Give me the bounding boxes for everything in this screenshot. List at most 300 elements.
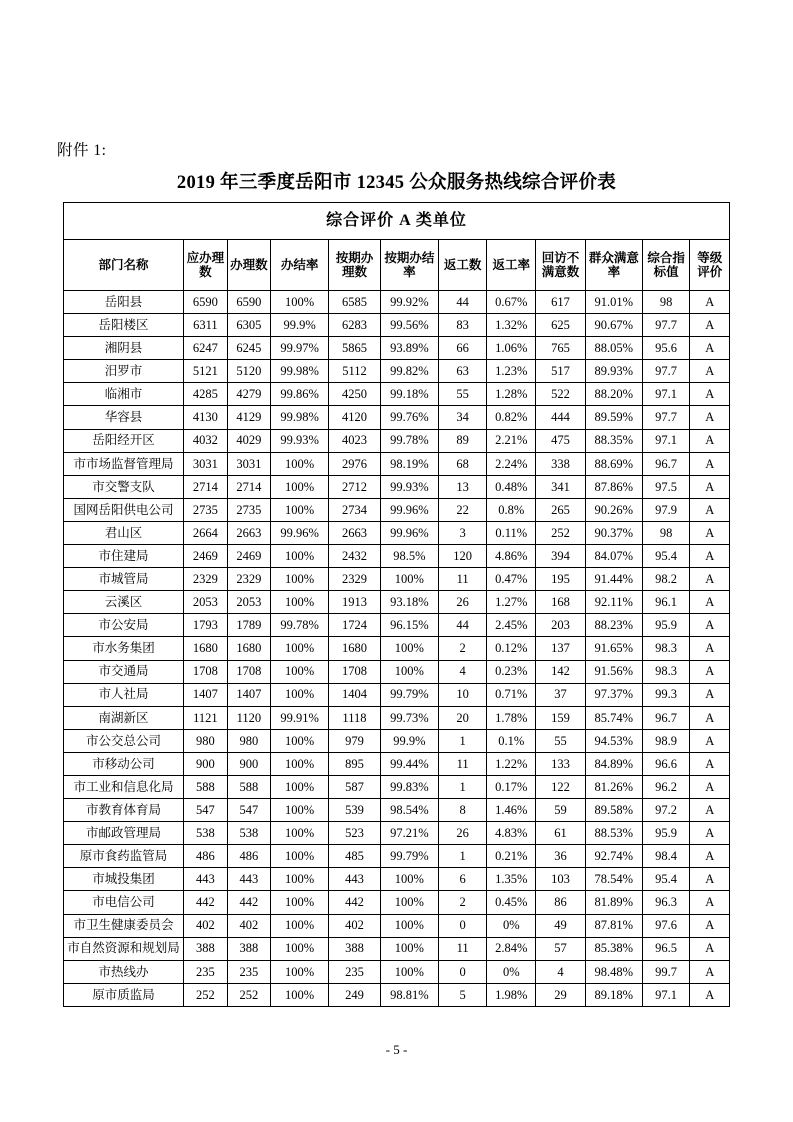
- table-cell: 4285: [184, 383, 227, 406]
- table-cell: 0.21%: [487, 845, 536, 868]
- table-cell: 89.58%: [585, 799, 642, 822]
- table-cell: 1: [438, 845, 487, 868]
- table-cell: 442: [329, 891, 381, 914]
- table-cell: 10: [438, 683, 487, 706]
- table-cell: A: [690, 752, 730, 775]
- table-cell: 100%: [271, 914, 329, 937]
- table-cell: 6585: [329, 291, 381, 314]
- table-cell: 1.98%: [487, 983, 536, 1006]
- table-cell: 4: [536, 960, 586, 983]
- table-cell: 1789: [227, 614, 270, 637]
- department-name-cell: 市交警支队: [64, 475, 184, 498]
- table-cell: 97.7: [642, 406, 690, 429]
- table-cell: 85.74%: [585, 706, 642, 729]
- table-cell: A: [690, 383, 730, 406]
- table-cell: 1407: [227, 683, 270, 706]
- table-cell: 137: [536, 637, 586, 660]
- table-cell: 99.73%: [380, 706, 438, 729]
- table-row: [64, 822, 730, 845]
- table-cell: 57: [536, 937, 586, 960]
- table-row: [64, 845, 730, 868]
- department-name-cell: 市工业和信息化局: [64, 775, 184, 798]
- evaluation-table-container: [63, 202, 730, 1007]
- table-cell: 5121: [184, 360, 227, 383]
- table-cell: 1121: [184, 706, 227, 729]
- table-cell: 517: [536, 360, 586, 383]
- table-cell: 97.2: [642, 799, 690, 822]
- department-name-cell: 市教育体育局: [64, 799, 184, 822]
- table-cell: 2.45%: [487, 614, 536, 637]
- table-cell: 388: [184, 937, 227, 960]
- table-cell: 44: [438, 614, 487, 637]
- table-row: [64, 406, 730, 429]
- table-cell: 338: [536, 452, 586, 475]
- department-name-cell: 市交通局: [64, 660, 184, 683]
- table-cell: A: [690, 799, 730, 822]
- table-cell: 1793: [184, 614, 227, 637]
- table-cell: 6: [438, 868, 487, 891]
- table-cell: A: [690, 775, 730, 798]
- table-cell: 93.89%: [380, 337, 438, 360]
- column-header: 群众满意率: [585, 240, 642, 291]
- department-name-cell: 市水务集团: [64, 637, 184, 660]
- table-cell: 2053: [184, 591, 227, 614]
- department-name-cell: 国网岳阳供电公司: [64, 498, 184, 521]
- table-cell: 2714: [184, 475, 227, 498]
- table-cell: 402: [184, 914, 227, 937]
- table-cell: 1724: [329, 614, 381, 637]
- department-name-cell: 市移动公司: [64, 752, 184, 775]
- table-cell: 91.56%: [585, 660, 642, 683]
- table-cell: 895: [329, 752, 381, 775]
- table-cell: 587: [329, 775, 381, 798]
- table-row: [64, 729, 730, 752]
- table-cell: 444: [536, 406, 586, 429]
- table-cell: 617: [536, 291, 586, 314]
- table-cell: 96.5: [642, 937, 690, 960]
- table-cell: A: [690, 591, 730, 614]
- table-cell: 84.89%: [585, 752, 642, 775]
- table-row: [64, 614, 730, 637]
- table-cell: A: [690, 660, 730, 683]
- table-cell: 0.23%: [487, 660, 536, 683]
- table-cell: 100%: [271, 822, 329, 845]
- table-cell: 100%: [380, 568, 438, 591]
- table-row: [64, 452, 730, 475]
- table-cell: 103: [536, 868, 586, 891]
- table-cell: 402: [227, 914, 270, 937]
- table-cell: 765: [536, 337, 586, 360]
- table-cell: 1.27%: [487, 591, 536, 614]
- table-cell: 100%: [380, 914, 438, 937]
- table-cell: 90.37%: [585, 521, 642, 544]
- table-cell: 59: [536, 799, 586, 822]
- department-name-cell: 市邮政管理局: [64, 822, 184, 845]
- table-cell: 625: [536, 314, 586, 337]
- table-cell: 2469: [184, 545, 227, 568]
- table-cell: 0: [438, 960, 487, 983]
- table-cell: 0: [438, 914, 487, 937]
- table-cell: 2.21%: [487, 429, 536, 452]
- table-cell: 13: [438, 475, 487, 498]
- table-cell: 2714: [227, 475, 270, 498]
- table-cell: 61: [536, 822, 586, 845]
- table-cell: 100%: [271, 729, 329, 752]
- table-cell: 26: [438, 591, 487, 614]
- table-cell: 980: [227, 729, 270, 752]
- table-cell: 442: [184, 891, 227, 914]
- table-cell: A: [690, 291, 730, 314]
- table-cell: 96.3: [642, 891, 690, 914]
- table-cell: 92.11%: [585, 591, 642, 614]
- table-cell: 100%: [271, 291, 329, 314]
- department-name-cell: 岳阳县: [64, 291, 184, 314]
- table-cell: 900: [227, 752, 270, 775]
- column-header: 返工数: [438, 240, 487, 291]
- table-cell: 4279: [227, 383, 270, 406]
- table-cell: 99.44%: [380, 752, 438, 775]
- table-cell: 34: [438, 406, 487, 429]
- table-row: [64, 591, 730, 614]
- table-row: [64, 752, 730, 775]
- evaluation-table: [63, 202, 730, 1007]
- table-cell: 4032: [184, 429, 227, 452]
- table-cell: 97.7: [642, 360, 690, 383]
- table-cell: 394: [536, 545, 586, 568]
- table-cell: 0.17%: [487, 775, 536, 798]
- table-cell: 97.9: [642, 498, 690, 521]
- table-cell: 68: [438, 452, 487, 475]
- department-name-cell: 市城投集团: [64, 868, 184, 891]
- table-cell: 1680: [184, 637, 227, 660]
- table-cell: 1120: [227, 706, 270, 729]
- column-header: 按期办结率: [380, 240, 438, 291]
- table-row: [64, 475, 730, 498]
- table-cell: 1708: [227, 660, 270, 683]
- table-cell: 86: [536, 891, 586, 914]
- table-cell: 100%: [271, 452, 329, 475]
- department-name-cell: 岳阳楼区: [64, 314, 184, 337]
- table-cell: 341: [536, 475, 586, 498]
- table-cell: 99.76%: [380, 406, 438, 429]
- attachment-label: 附件 1:: [57, 142, 107, 159]
- table-cell: A: [690, 914, 730, 937]
- table-cell: 2976: [329, 452, 381, 475]
- table-cell: A: [690, 429, 730, 452]
- column-header: 应办理数: [184, 240, 227, 291]
- table-row: [64, 960, 730, 983]
- department-name-cell: 市公交总公司: [64, 729, 184, 752]
- department-name-cell: 市公安局: [64, 614, 184, 637]
- table-cell: 4.83%: [487, 822, 536, 845]
- table-cell: 388: [227, 937, 270, 960]
- table-cell: 95.4: [642, 868, 690, 891]
- table-cell: 99.82%: [380, 360, 438, 383]
- table-cell: 252: [536, 521, 586, 544]
- table-row: [64, 383, 730, 406]
- table-cell: A: [690, 406, 730, 429]
- table-cell: 3031: [227, 452, 270, 475]
- table-cell: 2053: [227, 591, 270, 614]
- table-cell: 95.9: [642, 822, 690, 845]
- table-cell: 55: [536, 729, 586, 752]
- table-cell: 99.3: [642, 683, 690, 706]
- table-cell: 99.9%: [380, 729, 438, 752]
- table-cell: 99.56%: [380, 314, 438, 337]
- table-cell: 100%: [271, 799, 329, 822]
- table-cell: 2432: [329, 545, 381, 568]
- table-row: [64, 914, 730, 937]
- table-cell: 99.83%: [380, 775, 438, 798]
- table-cell: 100%: [271, 545, 329, 568]
- table-cell: 89: [438, 429, 487, 452]
- table-cell: 6311: [184, 314, 227, 337]
- table-cell: 95.4: [642, 545, 690, 568]
- table-cell: 195: [536, 568, 586, 591]
- table-cell: 522: [536, 383, 586, 406]
- table-cell: 4129: [227, 406, 270, 429]
- table-cell: 87.81%: [585, 914, 642, 937]
- table-cell: 0.12%: [487, 637, 536, 660]
- table-cell: 20: [438, 706, 487, 729]
- table-cell: 6590: [184, 291, 227, 314]
- table-cell: 88.05%: [585, 337, 642, 360]
- table-cell: 97.1: [642, 429, 690, 452]
- table-cell: 97.21%: [380, 822, 438, 845]
- table-cell: 89.59%: [585, 406, 642, 429]
- table-cell: 100%: [380, 960, 438, 983]
- table-cell: 89.93%: [585, 360, 642, 383]
- table-cell: 99.97%: [271, 337, 329, 360]
- table-cell: 0.1%: [487, 729, 536, 752]
- table-cell: 523: [329, 822, 381, 845]
- table-cell: 0.45%: [487, 891, 536, 914]
- table-cell: 100%: [271, 868, 329, 891]
- table-cell: 485: [329, 845, 381, 868]
- table-cell: 2663: [227, 521, 270, 544]
- table-cell: A: [690, 521, 730, 544]
- table-cell: 99.98%: [271, 360, 329, 383]
- table-row: [64, 637, 730, 660]
- table-cell: 2664: [184, 521, 227, 544]
- table-cell: 1118: [329, 706, 381, 729]
- table-cell: 99.7: [642, 960, 690, 983]
- table-cell: 547: [227, 799, 270, 822]
- table-cell: 4: [438, 660, 487, 683]
- table-cell: 2734: [329, 498, 381, 521]
- table-cell: 539: [329, 799, 381, 822]
- table-cell: 100%: [271, 937, 329, 960]
- table-cell: A: [690, 891, 730, 914]
- table-cell: 88.69%: [585, 452, 642, 475]
- table-cell: 97.5: [642, 475, 690, 498]
- table-cell: 1708: [184, 660, 227, 683]
- table-cell: 203: [536, 614, 586, 637]
- table-cell: 100%: [271, 591, 329, 614]
- department-name-cell: 市住建局: [64, 545, 184, 568]
- table-cell: 1404: [329, 683, 381, 706]
- table-cell: 100%: [380, 891, 438, 914]
- table-cell: 2329: [184, 568, 227, 591]
- table-cell: 49: [536, 914, 586, 937]
- table-cell: 78.54%: [585, 868, 642, 891]
- table-cell: A: [690, 960, 730, 983]
- table-cell: 2329: [227, 568, 270, 591]
- department-name-cell: 市市场监督管理局: [64, 452, 184, 475]
- table-cell: A: [690, 337, 730, 360]
- table-cell: 96.15%: [380, 614, 438, 637]
- table-cell: 486: [227, 845, 270, 868]
- table-cell: 547: [184, 799, 227, 822]
- table-cell: 1: [438, 775, 487, 798]
- table-row: [64, 337, 730, 360]
- table-cell: 4.86%: [487, 545, 536, 568]
- table-cell: 442: [227, 891, 270, 914]
- table-cell: 120: [438, 545, 487, 568]
- table-cell: 4120: [329, 406, 381, 429]
- table-cell: 85.38%: [585, 937, 642, 960]
- table-cell: 1.22%: [487, 752, 536, 775]
- table-cell: A: [690, 360, 730, 383]
- table-cell: 5865: [329, 337, 381, 360]
- table-cell: 1.28%: [487, 383, 536, 406]
- table-cell: 100%: [271, 983, 329, 1006]
- table-cell: 6247: [184, 337, 227, 360]
- table-cell: 88.53%: [585, 822, 642, 845]
- department-name-cell: 原市食药监管局: [64, 845, 184, 868]
- table-row: [64, 983, 730, 1006]
- department-name-cell: 汨罗市: [64, 360, 184, 383]
- column-header: 返工率: [487, 240, 536, 291]
- table-cell: 1.78%: [487, 706, 536, 729]
- department-name-cell: 岳阳经开区: [64, 429, 184, 452]
- table-cell: 99.96%: [271, 521, 329, 544]
- table-cell: 0.48%: [487, 475, 536, 498]
- table-cell: 100%: [271, 683, 329, 706]
- table-cell: A: [690, 545, 730, 568]
- table-cell: 2735: [184, 498, 227, 521]
- table-cell: 538: [184, 822, 227, 845]
- table-cell: 133: [536, 752, 586, 775]
- table-cell: 98.19%: [380, 452, 438, 475]
- table-cell: 2329: [329, 568, 381, 591]
- table-row: [64, 498, 730, 521]
- table-cell: 100%: [271, 475, 329, 498]
- table-cell: 2: [438, 637, 487, 660]
- table-cell: 168: [536, 591, 586, 614]
- table-cell: 6590: [227, 291, 270, 314]
- table-cell: 2735: [227, 498, 270, 521]
- department-name-cell: 市自然资源和规划局: [64, 937, 184, 960]
- table-cell: 249: [329, 983, 381, 1006]
- table-cell: 443: [329, 868, 381, 891]
- table-cell: 98: [642, 291, 690, 314]
- table-cell: 55: [438, 383, 487, 406]
- department-name-cell: 原市质监局: [64, 983, 184, 1006]
- table-cell: 99.78%: [271, 614, 329, 637]
- table-cell: 81.89%: [585, 891, 642, 914]
- table-cell: 1.32%: [487, 314, 536, 337]
- department-name-cell: 湘阴县: [64, 337, 184, 360]
- table-cell: 91.44%: [585, 568, 642, 591]
- table-cell: 98.54%: [380, 799, 438, 822]
- table-cell: 44: [438, 291, 487, 314]
- table-section-header-row: [64, 203, 730, 240]
- department-name-cell: 南湖新区: [64, 706, 184, 729]
- table-cell: 96.7: [642, 706, 690, 729]
- table-cell: 66: [438, 337, 487, 360]
- table-cell: 0.71%: [487, 683, 536, 706]
- table-cell: 1.35%: [487, 868, 536, 891]
- column-header: 按期办理数: [329, 240, 381, 291]
- table-row: [64, 799, 730, 822]
- table-cell: 96.7: [642, 452, 690, 475]
- table-cell: A: [690, 568, 730, 591]
- table-cell: 6245: [227, 337, 270, 360]
- table-cell: 475: [536, 429, 586, 452]
- department-name-cell: 市卫生健康委员会: [64, 914, 184, 937]
- table-cell: 1680: [227, 637, 270, 660]
- table-cell: 3: [438, 521, 487, 544]
- table-row: [64, 706, 730, 729]
- table-cell: A: [690, 706, 730, 729]
- table-cell: 88.35%: [585, 429, 642, 452]
- table-cell: 100%: [271, 845, 329, 868]
- table-cell: 100%: [271, 752, 329, 775]
- table-cell: 99.96%: [380, 521, 438, 544]
- table-cell: A: [690, 822, 730, 845]
- table-cell: 83: [438, 314, 487, 337]
- table-cell: 1.46%: [487, 799, 536, 822]
- table-cell: 100%: [271, 660, 329, 683]
- table-cell: 100%: [271, 637, 329, 660]
- table-row: [64, 937, 730, 960]
- department-name-cell: 市电信公司: [64, 891, 184, 914]
- table-header-row: [64, 240, 730, 291]
- table-cell: 235: [329, 960, 381, 983]
- table-cell: 100%: [271, 960, 329, 983]
- department-name-cell: 君山区: [64, 521, 184, 544]
- table-cell: 95.9: [642, 614, 690, 637]
- table-cell: 99.96%: [380, 498, 438, 521]
- table-cell: 26: [438, 822, 487, 845]
- table-cell: 5120: [227, 360, 270, 383]
- table-cell: 99.93%: [271, 429, 329, 452]
- table-cell: 99.98%: [271, 406, 329, 429]
- department-name-cell: 临湘市: [64, 383, 184, 406]
- table-cell: 98.81%: [380, 983, 438, 1006]
- table-cell: 99.9%: [271, 314, 329, 337]
- page-number: - 5 -: [385, 1042, 408, 1057]
- table-cell: 97.6: [642, 914, 690, 937]
- table-cell: 100%: [380, 660, 438, 683]
- table-row: [64, 545, 730, 568]
- table-cell: 2.24%: [487, 452, 536, 475]
- table-cell: 97.1: [642, 383, 690, 406]
- table-cell: 235: [227, 960, 270, 983]
- table-cell: 252: [227, 983, 270, 1006]
- table-row: [64, 314, 730, 337]
- column-header: 综合指标值: [642, 240, 690, 291]
- table-cell: 2663: [329, 521, 381, 544]
- table-cell: 486: [184, 845, 227, 868]
- table-row: [64, 291, 730, 314]
- table-cell: 97.37%: [585, 683, 642, 706]
- department-name-cell: 市人社局: [64, 683, 184, 706]
- table-cell: 0.67%: [487, 291, 536, 314]
- table-cell: 87.86%: [585, 475, 642, 498]
- table-cell: 94.53%: [585, 729, 642, 752]
